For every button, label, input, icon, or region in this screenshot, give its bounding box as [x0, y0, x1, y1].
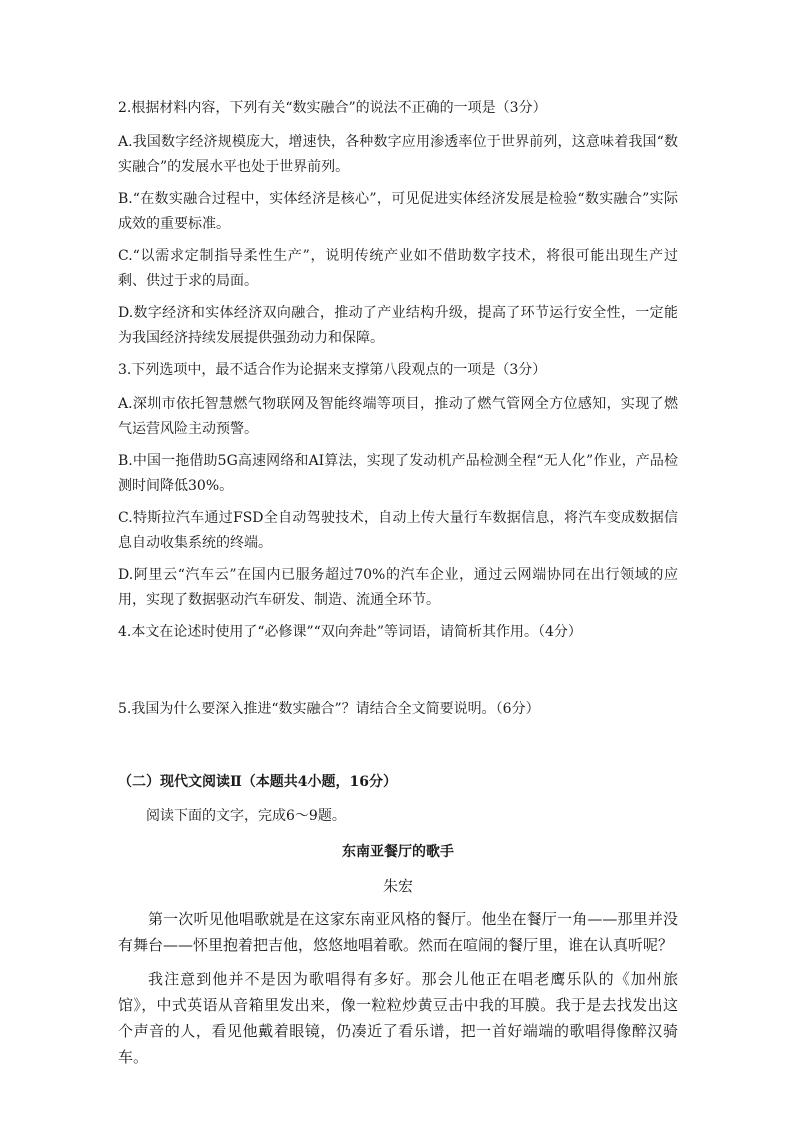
- section-title: （二）现代文阅读Ⅱ（本题共4小题，16分）: [118, 774, 398, 790]
- question-3-option-a: A.深圳市依托智慧燃气物联网及智能终端等项目，推动了燃气管网全方位感知，实现了燃气运营风险主动预警。: [118, 396, 678, 437]
- question-4-answer-space: [118, 655, 678, 697]
- question-2-option-c: C.“以需求定制指导柔性生产”，说明传统产业如不借助数字技术，将很可能出现生产过剩、供过于求的局面。: [118, 248, 678, 289]
- question-2-stem: 2.根据材料内容，下列有关“数实融合”的说法不正确的一项是（3分）: [118, 100, 547, 116]
- question-5-stem: 5.我国为什么要深入推进“数实融合”？请结合全文简要说明。（6分）: [118, 701, 540, 717]
- article-paragraph: 第一次听见他唱歌就是在这家东南亚风格的餐厅。他坐在餐厅一角——那里并没有舞台——怀里抱着把吉他，悠悠地唱着歌。然而在喧闹的餐厅里，谁在认真听呢？: [118, 910, 678, 954]
- question-5-answer-space: [118, 732, 678, 770]
- question-3-option-c: C.特斯拉汽车通过FSD全自动驾驶技术，自动上传大量行车数据信息，将汽车变成数据信息自动收集系统的终端。: [118, 510, 678, 551]
- question-2-option-d: D.数字经济和实体经济双向融合，推动了产业结构升级，提高了环节运行安全性，一定能为我国经济持续发展提供强劲动力和保障。: [118, 305, 678, 346]
- question-4-stem: 4.本文在论述时使用了“必修课”“双向奔赴”等词语，请简析其作用。（4分）: [118, 624, 582, 640]
- question-2-option-a: A.我国数字经济规模庞大，增速快，各种数字应用渗透率位于世界前列，这意味着我国“数实融合”的发展水平也处于世界前列。: [118, 134, 678, 175]
- article-paragraph: 我注意到他并不是因为歌唱得有多好。那会儿他正在唱老鹰乐队的《加州旅馆》，中式英语从音箱里发出来，像一粒粒炒黄豆击中我的耳膜。我于是去找发出这个声音的人，看见他戴着眼镜，仍凑近了看乐谱，把一首好端端的歌唱得像醉汉骑车。: [118, 970, 678, 1066]
- question-3-option-d: D.阿里云“汽车云”在国内已服务超过70%的汽车企业，通过云网端协同在出行领域的应用，实现了数据驱动汽车研发、制造、流通全环节。: [118, 567, 678, 608]
- exam-page: [118, 96, 678, 1078]
- question-2-option-b: B.“在数实融合过程中，实体经济是核心”，可见促进实体经济发展是检验“数实融合”实际成效的重要标准。: [118, 191, 678, 232]
- article-title: 东南亚餐厅的歌手: [342, 844, 454, 860]
- question-3-option-b: B.中国一拖借助5G高速网络和AI算法，实现了发动机产品检测全程“无人化”作业，产品检测时间降低30%。: [118, 453, 678, 494]
- question-3-stem: 3.下列选项中，最不适合作为论据来支撑第八段观点的一项是（3分）: [118, 362, 547, 378]
- section-instruction: 阅读下面的文字，完成6～9题。: [146, 808, 346, 824]
- article-author: 朱宏: [382, 877, 413, 895]
